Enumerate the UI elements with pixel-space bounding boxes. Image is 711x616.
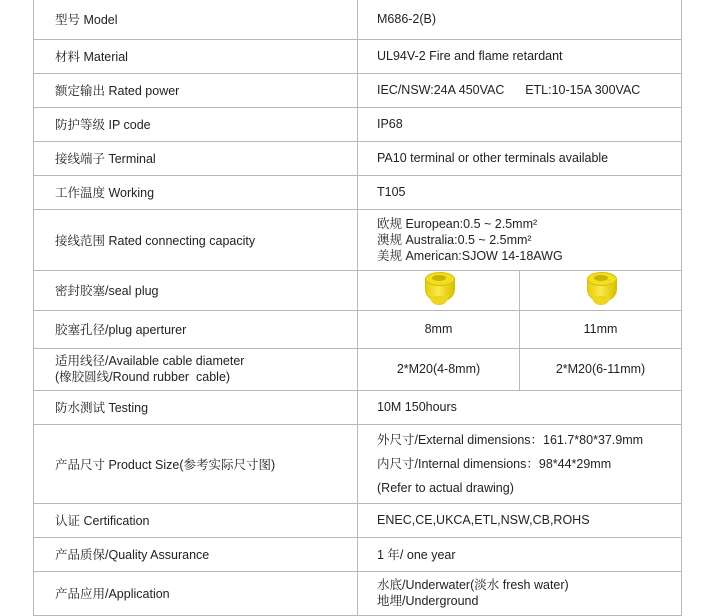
cable-value-2: 2*M20(6-11mm) — [520, 348, 682, 390]
row-material — [34, 39, 682, 73]
row-aperture — [34, 310, 682, 348]
aperture-value-2: 11mm — [520, 310, 682, 348]
capacity-values — [358, 209, 682, 270]
ip-value: IP68 — [358, 107, 682, 141]
capacity-eu: 欧规 European:0.5 ~ 2.5mm² — [377, 216, 538, 231]
material-label: 材料 Material — [34, 39, 358, 73]
cable-label-line2: (橡胶圆线/Round rubber cable) — [55, 370, 231, 384]
size-internal: 内尺寸/Internal dimensions：98*44*29mm — [377, 456, 612, 471]
temp-value: T105 — [358, 175, 682, 209]
testing-value: 10M 150hours — [358, 390, 682, 424]
power-label: 额定输出 Rated power — [34, 73, 358, 107]
yellow-seal-plug-icon — [586, 272, 616, 306]
capacity-au: 澳规 Australia:0.5 ~ 2.5mm² — [377, 232, 532, 247]
yellow-seal-plug-icon — [424, 272, 454, 306]
aperture-label: 胶塞孔径/plug aperturer — [34, 310, 358, 348]
row-terminal — [34, 141, 682, 175]
ip-label: 防护等级 IP code — [34, 107, 358, 141]
application-values — [358, 571, 682, 615]
model-value: M686-2(B) — [358, 0, 682, 39]
size-external: 外尺寸/External dimensions：161.7*80*37.9mm — [377, 432, 644, 447]
seal-label: 密封胶塞/seal plug — [34, 270, 358, 310]
row-application — [34, 571, 682, 615]
row-seal — [34, 270, 682, 310]
material-value: UL94V-2 Fire and flame retardant — [358, 39, 682, 73]
terminal-label: 接线端子 Terminal — [34, 141, 358, 175]
quality-value: 1 年/ one year — [358, 537, 682, 571]
capacity-us: 美规 American:SJOW 14-18AWG — [377, 248, 563, 263]
spec-table — [33, 0, 682, 616]
size-values — [358, 424, 682, 503]
seal-image-2 — [520, 270, 682, 310]
application-underground: 地埋/Underground — [377, 594, 479, 608]
quality-label: 产品质保/Quality Assurance — [34, 537, 358, 571]
power-value: IEC/NSW:24A 450VAC ETL:10-15A 300VAC — [358, 73, 682, 107]
row-quality — [34, 537, 682, 571]
row-cert — [34, 503, 682, 537]
row-temp — [34, 175, 682, 209]
row-power — [34, 73, 682, 107]
cable-label — [34, 348, 358, 390]
row-capacity — [34, 209, 682, 270]
cert-label: 认证 Certification — [34, 503, 358, 537]
row-cable — [34, 348, 682, 390]
capacity-label: 接线范围 Rated connecting capacity — [34, 209, 358, 270]
seal-image-1 — [358, 270, 520, 310]
size-label: 产品尺寸 Product Size(参考实际尺寸图) — [34, 424, 358, 503]
cable-label-line1: 适用线径/Available cable diameter — [55, 354, 245, 368]
row-model — [34, 0, 682, 39]
terminal-value: PA10 terminal or other terminals available — [358, 141, 682, 175]
size-note: (Refer to actual drawing) — [377, 480, 514, 495]
application-underwater: 水底/Underwater(淡水 fresh water) — [377, 578, 569, 592]
cert-value: ENEC,CE,UKCA,ETL,NSW,CB,ROHS — [358, 503, 682, 537]
aperture-value-1: 8mm — [358, 310, 520, 348]
cable-value-1: 2*M20(4-8mm) — [358, 348, 520, 390]
application-label: 产品应用/Application — [34, 571, 358, 615]
testing-label: 防水测试 Testing — [34, 390, 358, 424]
row-ip — [34, 107, 682, 141]
row-testing — [34, 390, 682, 424]
model-label: 型号 Model — [34, 0, 358, 39]
row-size — [34, 424, 682, 503]
temp-label: 工作温度 Working — [34, 175, 358, 209]
